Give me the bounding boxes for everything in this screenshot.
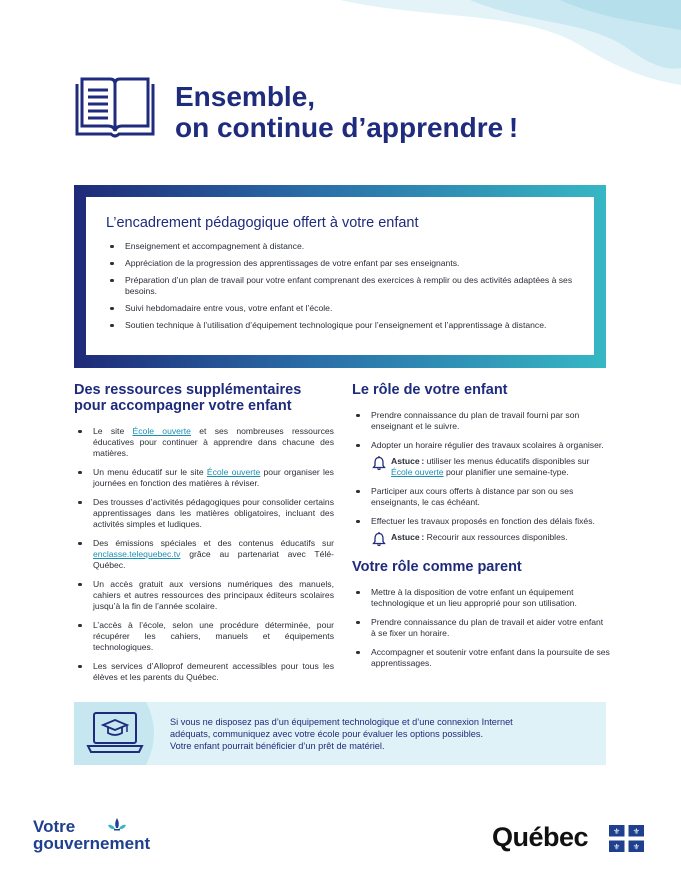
- tip-text: Recourir aux ressources disponibles.: [424, 532, 568, 542]
- list-item: [352, 440, 610, 478]
- svg-text:⚜: ⚜: [632, 827, 640, 836]
- list-item: Préparation d’un plan de travail pour votre enfant comprenant des exercices à remplir ou des activités adaptées à ses besoins.: [106, 275, 574, 297]
- list-item: Mettre à la disposition de votre enfant un équipement technologique et un lieu approprié pour son utilisation.: [352, 587, 610, 609]
- item-text: et ses nombreuses ressources éducatives pour continuer à apprendre dans chacune des matières.: [93, 426, 334, 458]
- list-item: Appréciation de la progression des apprentissages de votre enfant par ses enseignants.: [106, 258, 574, 269]
- ecole-ouverte-link[interactable]: École ouverte: [206, 467, 261, 477]
- svg-text:⚜: ⚜: [613, 827, 621, 836]
- list-item: Les services d’Alloprof demeurent accessibles pour tous les élèves et les parents du Québec.: [74, 661, 334, 683]
- role-parent-title: Votre rôle comme parent: [352, 559, 522, 575]
- title-line-1: Ensemble,: [175, 81, 316, 112]
- list-item: [352, 516, 610, 543]
- ecole-ouverte-link[interactable]: École ouverte: [391, 467, 444, 477]
- list-item: [74, 426, 334, 459]
- astuce-label: Astuce :: [391, 456, 425, 466]
- list-item: [74, 538, 334, 571]
- fleur-de-lis-icon: [105, 817, 129, 834]
- tip-text: utiliser les menus éducatifs disponibles sur: [424, 456, 590, 466]
- logo-text: [33, 818, 150, 852]
- item-text: pour organiser les journées en fonction des matières à réviser.: [93, 467, 334, 488]
- list-item: Soutien technique à l’utilisation d’équipement technologique pour l’enseignement et l’apprentissage à distance.: [106, 320, 574, 331]
- item-text: Effectuer les travaux proposés en fonction des délais fixés.: [371, 516, 595, 526]
- encadrement-box-inner: [86, 197, 594, 355]
- astuce-tip: [371, 456, 610, 478]
- role-enfant-list: [352, 410, 610, 543]
- ecole-ouverte-link[interactable]: École ouverte: [132, 426, 191, 436]
- svg-text:⚜: ⚜: [632, 842, 640, 852]
- astuce-label: Astuce :: [391, 532, 425, 542]
- quebec-wordmark: Québec: [492, 822, 589, 852]
- banner-text: [170, 716, 600, 752]
- item-text: Adopter un horaire régulier des travaux scolaires à organiser.: [371, 440, 604, 450]
- banner-line-1: Si vous ne disposez pas d’un équipement technologique et d’une connexion Internet: [170, 717, 513, 727]
- ressources-list: [74, 426, 334, 683]
- banner-line-3: Votre enfant pourrait bénéficier d’un prêt de matériel.: [170, 741, 385, 751]
- item-text: Le site: [93, 426, 133, 436]
- svg-text:⚜: ⚜: [613, 842, 621, 852]
- tip-text: pour planifier une semaine-type.: [443, 467, 569, 477]
- ressources-title-line-2: pour accompagner votre enfant: [74, 398, 292, 414]
- item-text: Des émissions spéciales et des contenus éducatifs sur: [93, 538, 334, 548]
- quebec-flag-icon: [609, 825, 644, 852]
- ressources-title-line-1: Des ressources supplémentaires: [74, 382, 302, 398]
- laptop-graduation-icon: [86, 710, 144, 756]
- votre-gouvernement-logo: [33, 818, 173, 858]
- encadrement-list: [106, 241, 574, 331]
- bell-icon: [372, 456, 386, 471]
- list-item: Accompagner et soutenir votre enfant dans la poursuite de ses apprentissages.: [352, 647, 610, 669]
- role-enfant-title: Le rôle de votre enfant: [352, 382, 508, 398]
- encadrement-box: [74, 185, 606, 368]
- logo-line-1: Votre: [33, 817, 76, 836]
- item-text: Un menu éducatif sur le site: [93, 467, 207, 477]
- list-item: Prendre connaissance du plan de travail fourni par son enseignant et le suivre.: [352, 410, 610, 432]
- list-item: Participer aux cours offerts à distance par son ou ses enseignants, le cas échéant.: [352, 486, 610, 508]
- quebec-logo: [492, 820, 652, 860]
- ressources-column: [74, 382, 334, 691]
- open-book-icon: [74, 76, 156, 138]
- list-item: L’accès à l’école, selon une procédure déterminée, pour récupérer les cahiers, manuels et équipements technologiques.: [74, 620, 334, 653]
- list-item: Des trousses d’activités pédagogiques pour consolider certains apprentissages dans les matières obligatoires, incluant des activités simples et ludiques.: [74, 497, 334, 530]
- roles-column: [352, 382, 610, 677]
- enclasse-link[interactable]: enclasse.telequebec.tv: [93, 549, 181, 559]
- banner-line-2: adéquats, communiquez avec votre école pour évaluer les options possibles.: [170, 729, 484, 739]
- logo-line-2: gouvernement: [33, 834, 151, 853]
- bell-icon: [372, 532, 386, 547]
- title-line-2: on continue d’apprendre !: [175, 112, 519, 143]
- list-item: [74, 467, 334, 489]
- astuce-tip: [371, 532, 610, 543]
- encadrement-title: L’encadrement pédagogique offert à votre enfant: [106, 215, 419, 231]
- role-parent-list: [352, 587, 610, 669]
- ressources-title: [74, 382, 334, 414]
- list-item: Suivi hebdomadaire entre vous, votre enfant et l’école.: [106, 303, 574, 314]
- page-title: [175, 81, 518, 143]
- list-item: Un accès gratuit aux versions numériques des manuels, cahiers et autres ressources des principaux éditeurs scolaires jusqu’à la fin de l’année scolaire.: [74, 579, 334, 612]
- item-text: grâce au partenariat avec Télé-Québec.: [93, 549, 334, 570]
- equipment-banner: [74, 702, 606, 765]
- list-item: Prendre connaissance du plan de travail et aider votre enfant à se fixer un horaire.: [352, 617, 610, 639]
- list-item: Enseignement et accompagnement à distance.: [106, 241, 574, 252]
- page-header: [74, 76, 634, 143]
